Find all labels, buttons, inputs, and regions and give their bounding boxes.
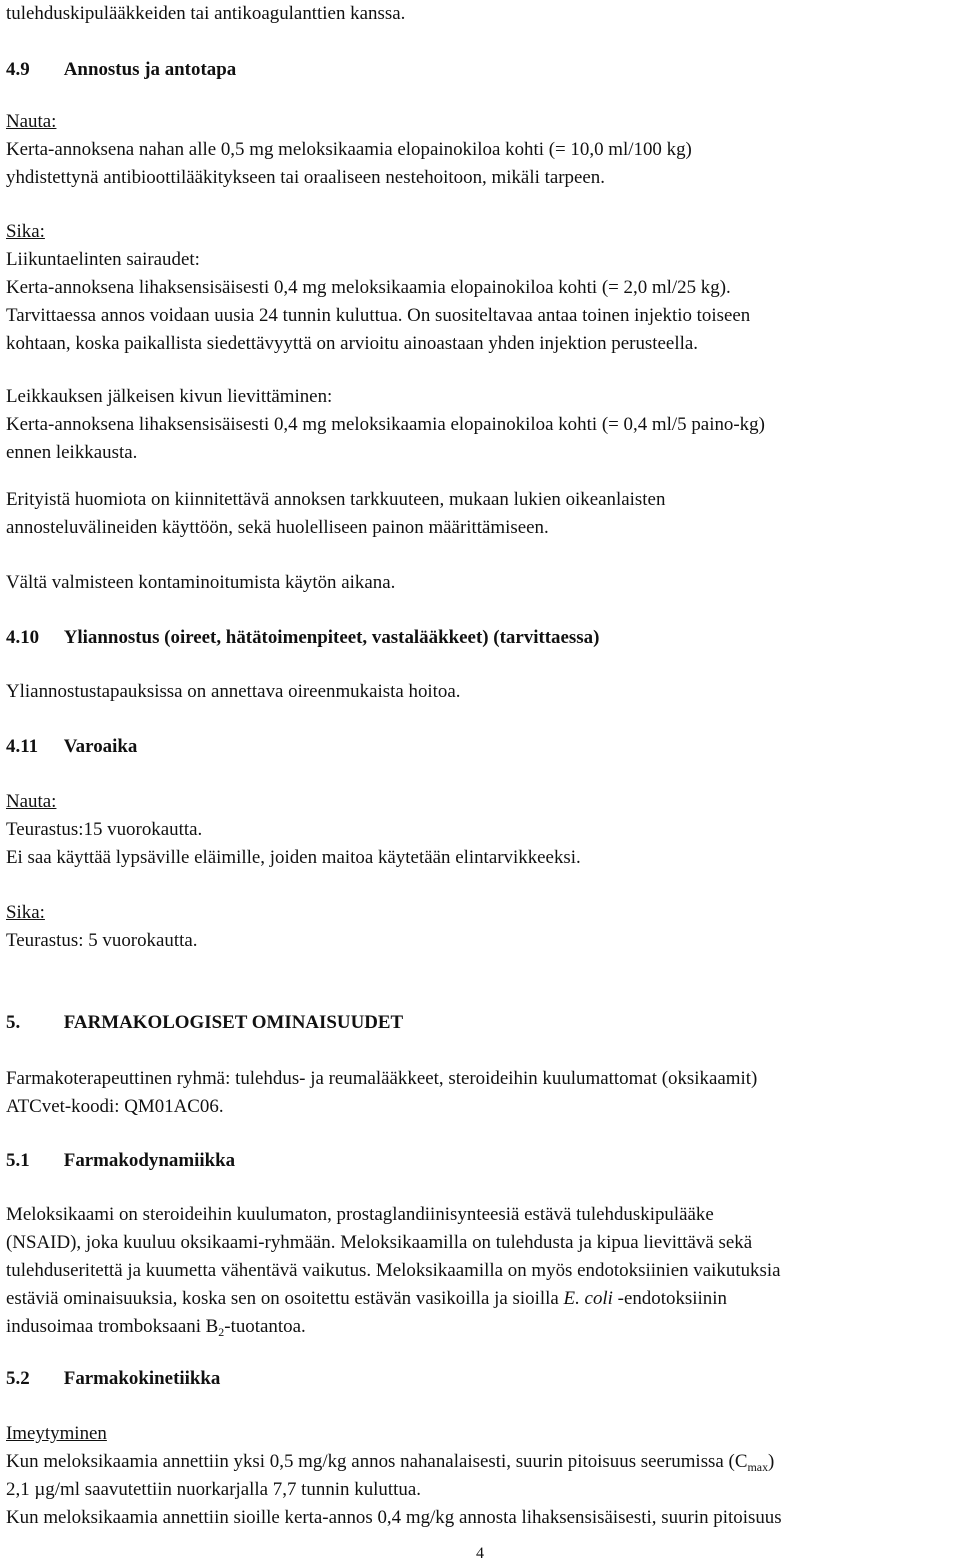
text-run: -endotoksiinin <box>612 1288 727 1309</box>
sika-dosage <box>6 218 958 358</box>
section-5-1-heading <box>6 1147 958 1175</box>
text-run: Kun meloksikaamia annettiin yksi 0,5 mg/kg annos nahanalaisesti, suurin pitoisuus seerumissa (C <box>6 1451 748 1472</box>
section-number: 4.9 <box>6 59 30 80</box>
section-4-10-heading <box>6 624 958 652</box>
species-label-sika: Sika: <box>6 221 45 242</box>
species-label-nauta: Nauta: <box>6 111 57 132</box>
text-line: Kerta-annoksena lihaksensisäisesti 0,4 mg meloksikaamia elopainokiloa kohti (= 2,0 ml/25 kg). <box>6 277 731 298</box>
italic-species-name: E. coli <box>563 1288 613 1309</box>
contamination-paragraph <box>6 569 958 597</box>
text-line: Teurastus: 5 vuorokautta. <box>6 930 198 951</box>
absorption-paragraph <box>6 1420 958 1532</box>
section-number: 5.1 <box>6 1150 30 1171</box>
section-5-2-heading <box>6 1365 958 1393</box>
subscript: 2 <box>218 1325 225 1339</box>
text-line: ATCvet-koodi: QM01AC06. <box>6 1096 224 1117</box>
section-title: Varoaika <box>63 736 138 757</box>
subheading: Leikkauksen jälkeisen kivun lievittäminen: <box>6 386 333 407</box>
pharmacodynamics-paragraph <box>6 1201 958 1341</box>
section-title: FARMAKOLOGISET OMINAISUUDET <box>63 1012 404 1033</box>
section-4-9-heading <box>6 56 958 84</box>
section-title: Yliannostus (oireet, hätätoimenpiteet, vastalääkkeet) (tarvittaessa) <box>63 627 600 648</box>
text-line: Farmakoterapeuttinen ryhmä: tulehdus- ja reumalääkkeet, steroideihin kuulumattomat (oksikaamit) <box>6 1068 758 1089</box>
text-run: ) <box>768 1451 775 1472</box>
text-line: Kerta-annoksena nahan alle 0,5 mg meloksikaamia elopainokiloa kohti (= 10,0 ml/100 kg) <box>6 139 692 160</box>
text-line: Erityistä huomiota on kiinnitettävä annoksen tarkkuuteen, mukaan lukien oikeanlaisten <box>6 489 666 510</box>
overdose-paragraph <box>6 678 958 706</box>
text-line: Kun meloksikaamia annettiin sioille kerta-annos 0,4 mg/kg annosta lihaksensisäisesti, suurin pitoisuus <box>6 1507 782 1528</box>
subheading: Imeytyminen <box>6 1423 107 1444</box>
subheading: Liikuntaelinten sairaudet: <box>6 249 200 270</box>
text-line: Meloksikaami on steroideihin kuulumaton, prostaglandiinisynteesiä estävä tulehduskipulääke <box>6 1204 714 1225</box>
text-line <box>6 1285 954 1313</box>
text-line <box>6 1313 954 1341</box>
page-number: 4 <box>476 1545 484 1562</box>
section-number: 5.2 <box>6 1368 30 1389</box>
section-title: Annostus ja antotapa <box>63 59 237 80</box>
text-run: estäviä ominaisuuksia, koska sen on osoitettu estävän vasikoilla ja sioilla <box>6 1288 564 1309</box>
text-line: tulehduskipulääkkeiden tai antikoagulanttien kanssa. <box>6 3 406 24</box>
text-line: ennen leikkausta. <box>6 442 138 463</box>
text-line: 2,1 µg/ml saavutettiin nuorkarjalla 7,7 tunnin kuluttua. <box>6 1479 421 1500</box>
text-run: -tuotantoa. <box>224 1316 306 1337</box>
text-line: kohtaan, koska paikallista siedettävyyttä on arvioitu ainoastaan yhden injektion perusteella. <box>6 333 698 354</box>
text-line: tulehduseritettä ja kuumetta vähentävä vaikutus. Meloksikaamilla on myös endotoksiinien vaikutuksia <box>6 1260 781 1281</box>
text-line: (NSAID), joka kuuluu oksikaami-ryhmään. Meloksikaamilla on tulehdusta ja kipua lievittävä sekä <box>6 1232 753 1253</box>
section-number: 4.10 <box>6 627 40 648</box>
nauta-dosage <box>6 108 958 192</box>
section-title: Farmakodynamiikka <box>63 1150 236 1171</box>
intro-paragraph <box>6 0 958 28</box>
withdrawal-nauta <box>6 788 958 872</box>
accuracy-paragraph <box>6 486 958 542</box>
postoperative-dosage <box>6 383 958 467</box>
text-line: Tarvittaessa annos voidaan uusia 24 tunnin kuluttua. On suositeltavaa antaa toinen injektio toiseen <box>6 305 751 326</box>
section-title: Farmakokinetiikka <box>63 1368 221 1389</box>
subscript: max <box>747 1460 769 1474</box>
text-line: annosteluvälineiden käyttöön, sekä huolelliseen painon määrittämiseen. <box>6 517 549 538</box>
text-line: Teurastus:15 vuorokautta. <box>6 819 203 840</box>
pharmacotherapeutic-group <box>6 1065 958 1121</box>
text-run: indusoimaa tromboksaani B <box>6 1316 219 1337</box>
text-line: Vältä valmisteen kontaminoitumista käytön aikana. <box>6 572 396 593</box>
species-label-sika: Sika: <box>6 902 45 923</box>
section-5-heading <box>6 1009 958 1037</box>
section-number: 4.11 <box>6 736 39 757</box>
text-line: Ei saa käyttää lypsäville eläimille, joiden maitoa käytetään elintarvikkeeksi. <box>6 847 581 868</box>
text-line <box>6 1448 954 1476</box>
withdrawal-sika <box>6 899 958 955</box>
text-line: Kerta-annoksena lihaksensisäisesti 0,4 mg meloksikaamia elopainokiloa kohti (= 0,4 ml/5 paino-kg) <box>6 414 765 435</box>
section-4-11-heading <box>6 733 958 761</box>
species-label-nauta: Nauta: <box>6 791 57 812</box>
text-line: yhdistettynä antibioottilääkitykseen tai oraaliseen nestehoitoon, mikäli tarpeen. <box>6 167 605 188</box>
section-number: 5. <box>6 1012 21 1033</box>
text-line: Yliannostustapauksissa on annettava oireenmukaista hoitoa. <box>6 681 461 702</box>
